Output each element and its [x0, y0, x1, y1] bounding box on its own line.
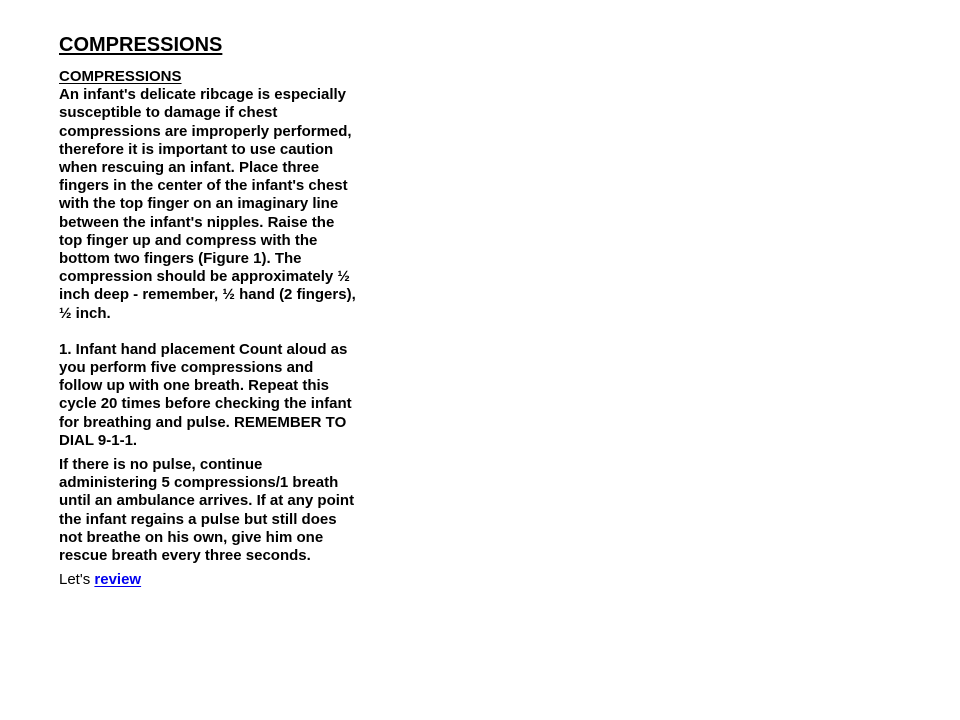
- intro-paragraph: An infant's delicate ribcage is especially susceptible to damage if chest compressions are improperly performed, therefore it is important to use caution when rescuing an infant. Place three fingers in the center of the infant's chest with the top finger on an imaginary line between the infant's nipples. Raise the top finger up and compress with the bottom two fingers (Figure 1). The compression should be approximately ½ inch deep - remember, ½ hand (2 fingers), ½ inch.: [59, 86, 356, 322]
- slide-content: [59, 68, 359, 589]
- page-title: COMPRESSIONS: [59, 34, 223, 56]
- section-heading: COMPRESSIONS: [59, 68, 182, 85]
- steps-paragraph: 1. Infant hand placement Count aloud as you perform five compressions and follow up with one breath. Repeat this cycle 20 times before checking the infant for breathing and pulse. REMEMBER TO DIAL 9-1-1.: [59, 340, 352, 449]
- review-prefix: Let's: [59, 571, 95, 589]
- review-link[interactable]: review: [94, 571, 142, 589]
- no-pulse-paragraph: If there is no pulse, continue administering 5 compressions/1 breath until an ambulance arrives. If at any point the infant regains a pulse but still does not breathe on his own, give him one rescue breath every three seconds.: [59, 456, 355, 565]
- review-line: [59, 571, 359, 589]
